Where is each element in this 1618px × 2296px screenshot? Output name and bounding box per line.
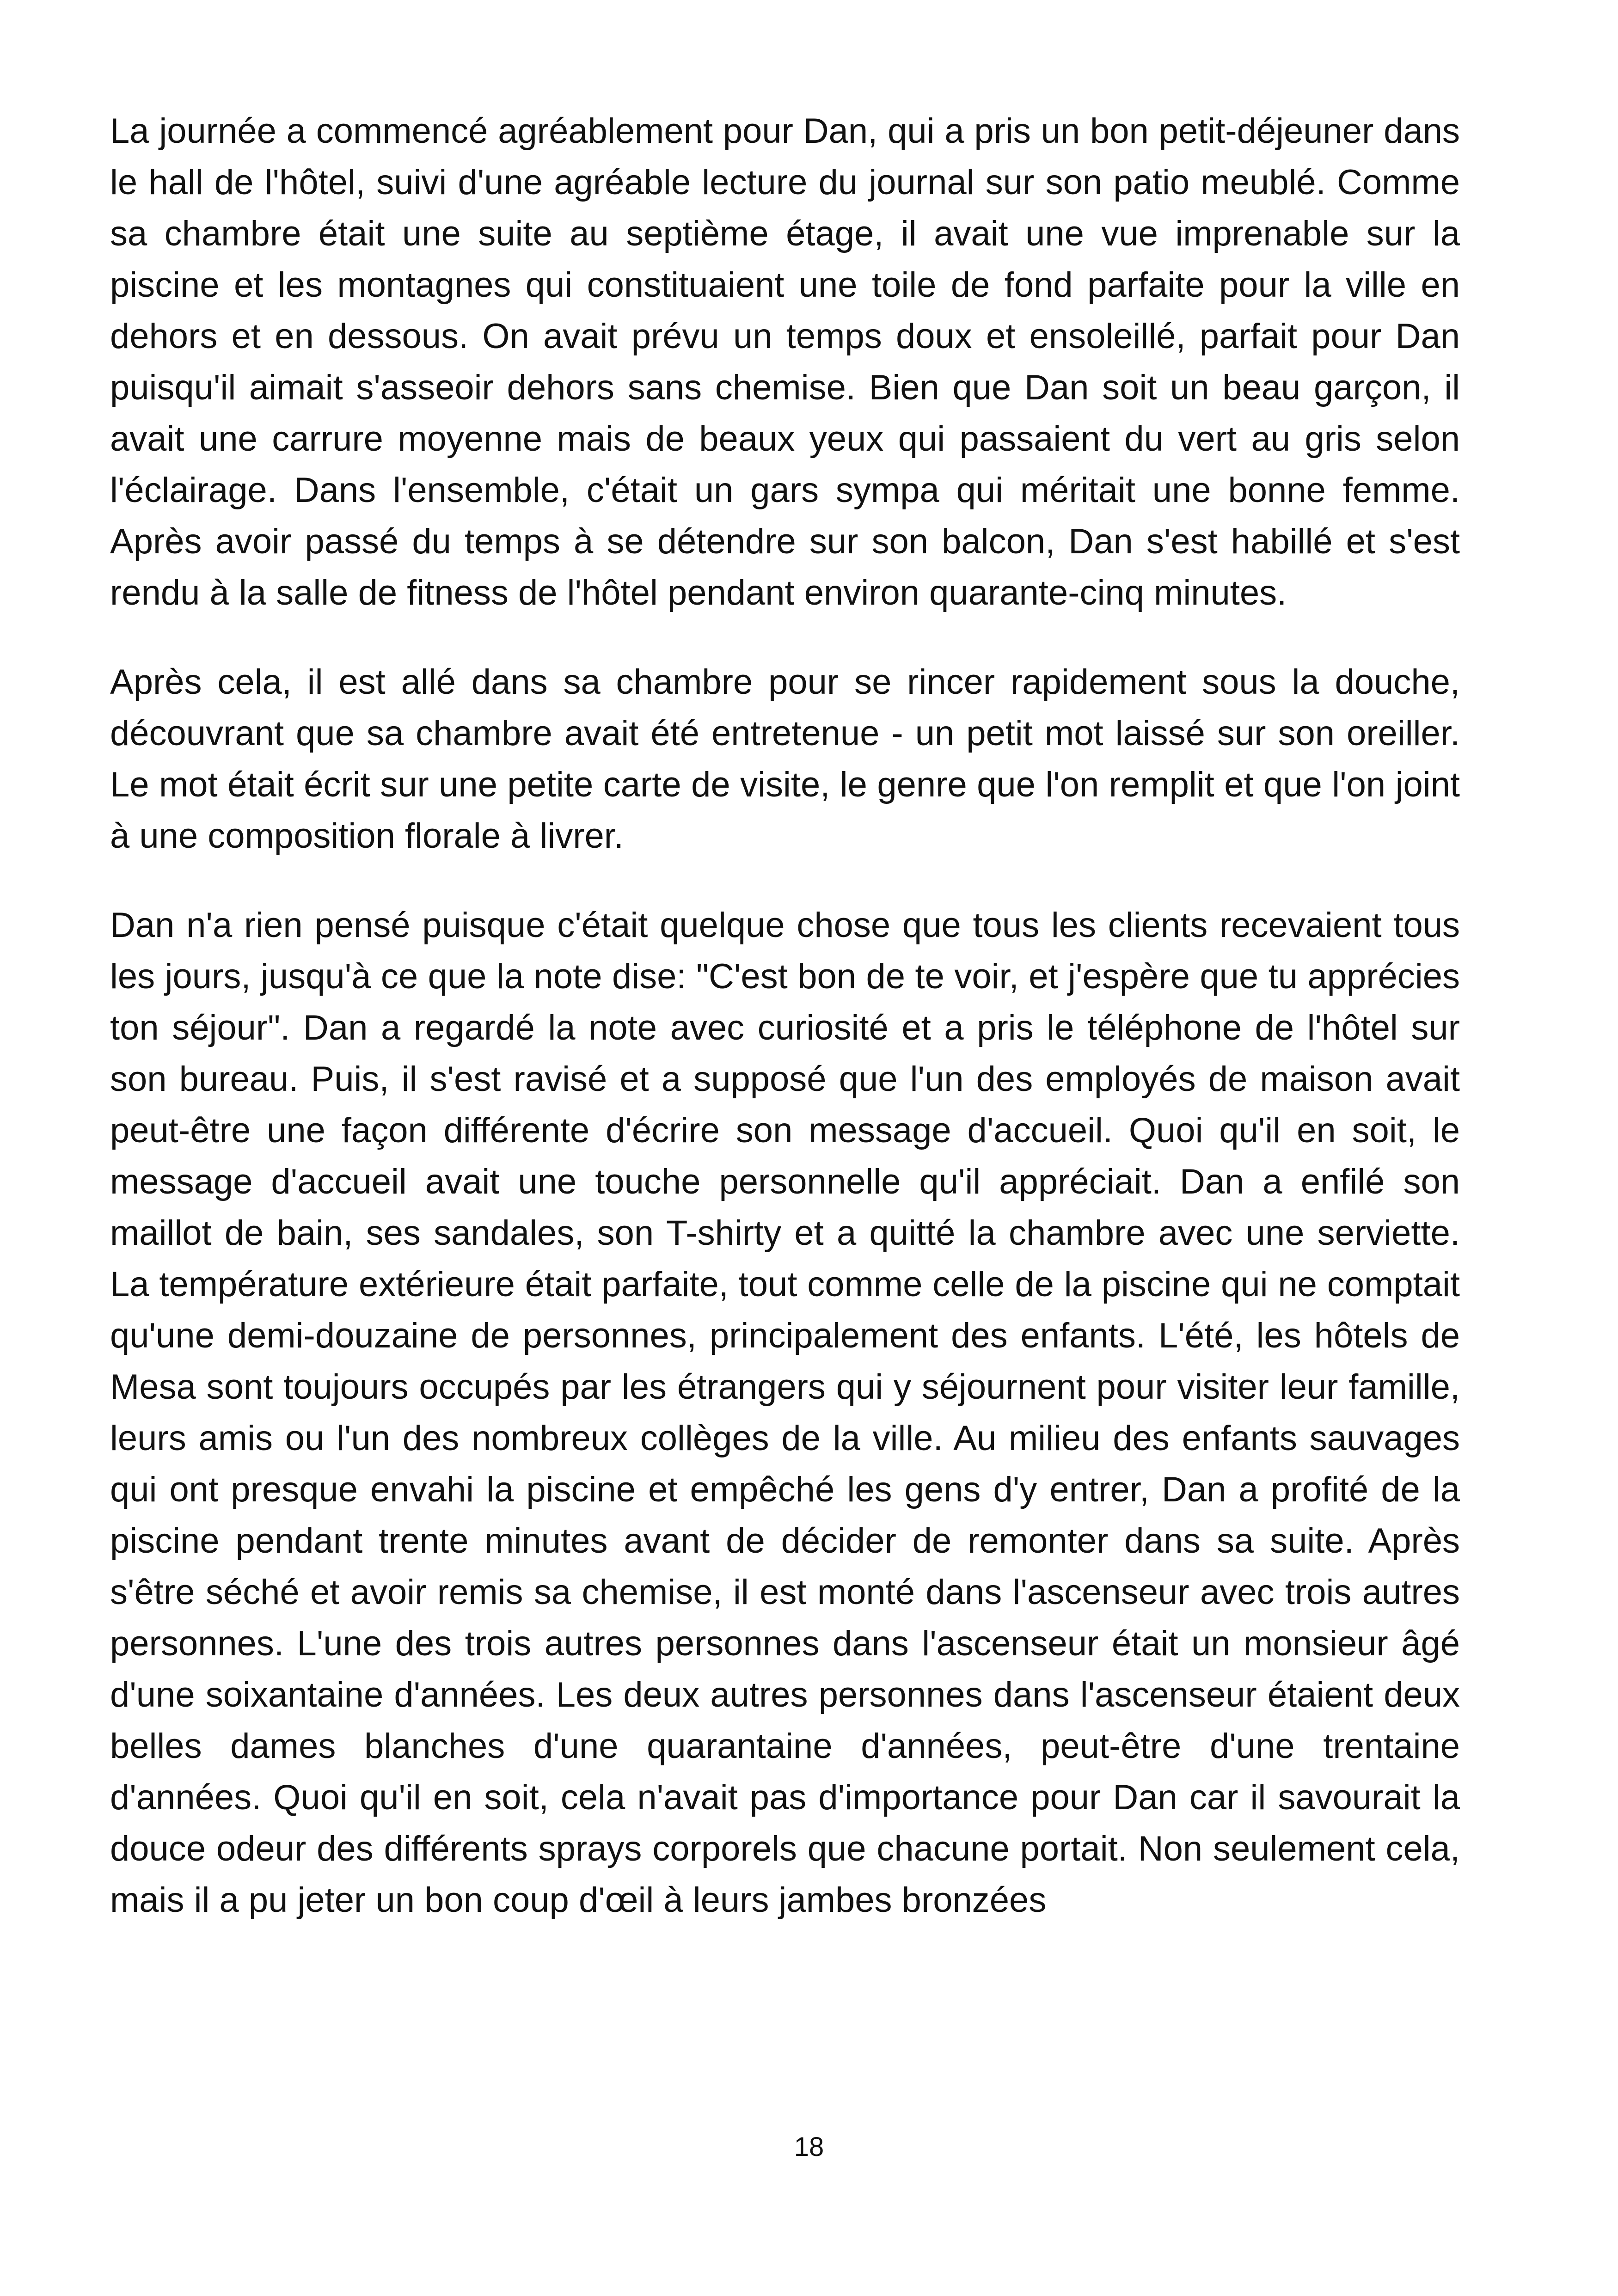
body-text [110, 105, 1460, 1926]
page-number: 18 [794, 2132, 824, 2162]
paragraph-2: Après cela, il est allé dans sa chambre pour se rincer rapidement sous la douche, découvrant que sa chambre avait été entretenue - un petit mot laissé sur son oreiller. Le mot était écrit sur une petite carte de visite, le genre que l'on remplit et que l'on joint à une composition florale à livrer. [110, 662, 1460, 856]
paragraph-3: Dan n'a rien pensé puisque c'était quelque chose que tous les clients recevaient tous les jours, jusqu'à ce que la note dise: "C'est bon de te voir, et j'espère que tu apprécies ton séjour". Dan a regardé la note avec curiosité et a pris le téléphone de l'hôtel sur son bureau. Puis, il s'est ravisé et a supposé que l'un des employés de maison avait peut-être une façon différente d'écrire son message d'accueil. Quoi qu'il en soit, le message d'accueil avait une touche personnelle qu'il appréciait. Dan a enfilé son maillot de bain, ses sandales, son T-shirty et a quitté la chambre avec une serviette. La température extérieure était parfaite, tout comme celle de la piscine qui ne comptait qu'une demi-douzaine de personnes, principalement des enfants. L'été, les hôtels de Mesa sont toujours occupés par les étrangers qui y séjournent pour visiter leur famille, leurs amis ou l'un des nombreux collèges de la ville. Au milieu des enfants sauvages qui ont presque envahi la piscine et empêché les gens d'y entrer, Dan a profité de la piscine pendant trente minutes avant de décider de remonter dans sa suite. Après s'être séché et avoir remis sa chemise, il est monté dans l'ascenseur avec trois autres personnes. L'une des trois autres personnes dans l'ascenseur était un monsieur âgé d'une soixantaine d'années. Les deux autres personnes dans l'ascenseur étaient deux belles dames blanches d'une quarantaine d'années, peut-être d'une trentaine d'années. Quoi qu'il en soit, cela n'avait pas d'importance pour Dan car il savourait la douce odeur des différents sprays corporels que chacune portait. Non seulement cela, mais il a pu jeter un bon coup d'œil à leurs jambes bronzées [110, 906, 1460, 1920]
paragraph-1: La journée a commencé agréablement pour Dan, qui a pris un bon petit-déjeuner dans le hall de l'hôtel, suivi d'une agréable lecture du journal sur son patio meublé. Comme sa chambre était une suite au septième étage, il avait une vue imprenable sur la piscine et les montagnes qui constituaient une toile de fond parfaite pour la ville en dehors et en dessous. On avait prévu un temps doux et ensoleillé, parfait pour Dan puisqu'il aimait s'asseoir dehors sans chemise. Bien que Dan soit un beau garçon, il avait une carrure moyenne mais de beaux yeux qui passaient du vert au gris selon l'éclairage. Dans l'ensemble, c'était un gars sympa qui méritait une bonne femme. Après avoir passé du temps à se détendre sur son balcon, Dan s'est habillé et s'est rendu à la salle de fitness de l'hôtel pendant environ quarante-cinq minutes. [110, 111, 1460, 612]
